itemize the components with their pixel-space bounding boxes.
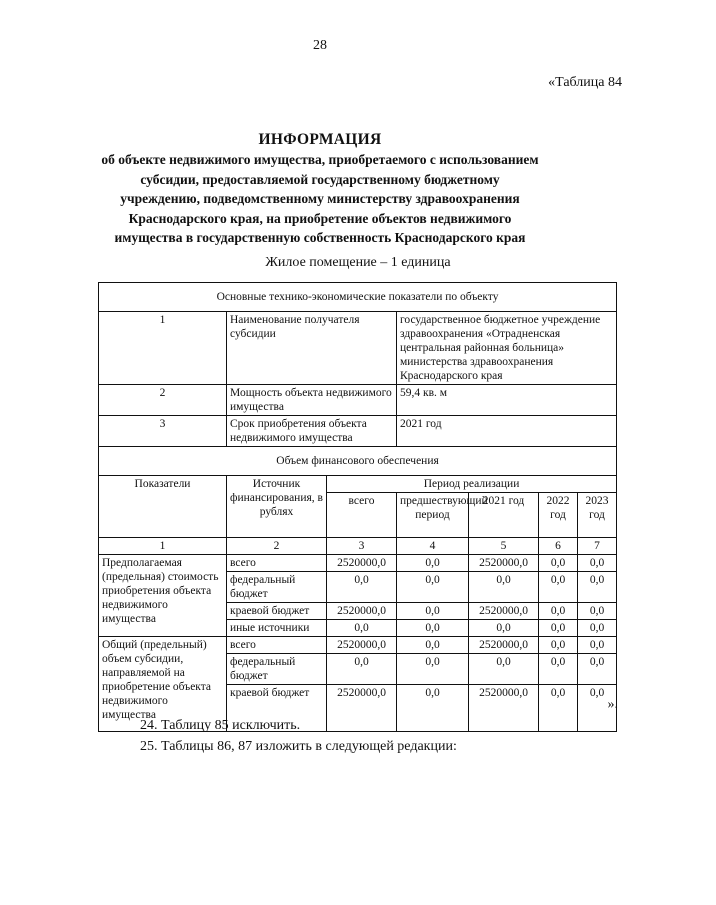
row-number: 1 [99,312,227,385]
header-row [99,476,617,493]
row-label: Наименование получателя субсидии [227,312,397,385]
table-row [99,312,617,385]
y2022-cell: 0,0 [539,555,578,572]
prev-cell: 0,0 [397,572,469,603]
row-value: 59,4 кв. м [397,385,617,416]
row-value: 2021 год [397,416,617,447]
table-row [99,637,617,654]
group2-label: Общий (предельный) объем субсидии, направляемой на приобретение объекта недвижимого имущества [99,637,227,732]
row-number: 2 [99,385,227,416]
y2022-cell: 0,0 [539,654,578,685]
closing-quote: ». [607,697,618,712]
total-cell: 2520000,0 [327,555,397,572]
y2023-cell: 0,0 [578,620,617,637]
y2022-cell: 0,0 [539,637,578,654]
table-row [99,416,617,447]
total-cell: 2520000,0 [327,685,397,732]
total-cell: 0,0 [327,620,397,637]
prev-cell: 0,0 [397,620,469,637]
y2023-cell: 0,0 [578,572,617,603]
document-subtitle: об объекте недвижимого имущества, приобретаемого с использованием субсидии, предоставляемой государственному бюджетному учреждению, подведомственному министерству здравоохранения Краснодарского края, на приобретение объектов недвижимого имущества в государственную собственность Краснодарского края [101,152,539,245]
y2021-cell: 2520000,0 [469,603,539,620]
y2023-cell: 0,0 [578,654,617,685]
table-reference: «Таблица 84 [548,75,622,90]
y2023-cell: 0,0 [578,637,617,654]
prev-cell: 0,0 [397,555,469,572]
source-cell: федеральный бюджет [227,654,327,685]
column-number-row [99,538,617,555]
y2021-cell: 2520000,0 [469,555,539,572]
prev-cell: 0,0 [397,637,469,654]
total-cell: 0,0 [327,572,397,603]
document-title: ИНФОРМАЦИЯ [258,131,382,148]
section-header-row [99,283,617,312]
unit-line: Жилое помещение – 1 единица [265,255,451,270]
table-row [99,385,617,416]
page-number: 28 [313,38,327,53]
total-cell: 0,0 [327,654,397,685]
header-period: Период реализации [327,476,617,493]
section-header-row [99,447,617,476]
header-total: всего [327,493,397,538]
item-24: 24. Таблицу 85 исключить. [140,718,301,733]
y2023-cell: 0,0 [578,685,617,732]
y2023-cell: 0,0 [578,555,617,572]
y2021-cell: 0,0 [469,620,539,637]
header-2023: 2023 год [578,493,617,538]
y2021-cell: 2520000,0 [469,685,539,732]
section2-title: Объем финансового обеспечения [99,447,617,476]
source-cell: федеральный бюджет [227,572,327,603]
header-indicators: Показатели [99,476,227,538]
y2022-cell: 0,0 [539,603,578,620]
y2021-cell: 0,0 [469,654,539,685]
row-label: Мощность объекта недвижимого имущества [227,385,397,416]
header-2022: 2022 год [539,493,578,538]
col-number: 4 [397,538,469,555]
table-row [99,555,617,572]
y2022-cell: 0,0 [539,620,578,637]
prev-cell: 0,0 [397,603,469,620]
row-label: Срок приобретения объекта недвижимого имущества [227,416,397,447]
header-previous: предшествующий период [397,493,469,538]
source-cell: краевой бюджет [227,603,327,620]
group1-label: Предполагаемая (предельная) стоимость приобретения объекта недвижимого имущества [99,555,227,637]
row-value: государственное бюджетное учреждение здравоохранения «Отрадненская центральная районная больница» министерства здравоохранения Краснодарского края [397,312,617,385]
prev-cell: 0,0 [397,685,469,732]
col-number: 5 [469,538,539,555]
header-2021: 2021 год [469,493,539,538]
header-source: Источник финансирования, в рублях [227,476,327,538]
y2022-cell: 0,0 [539,685,578,732]
y2023-cell: 0,0 [578,603,617,620]
prev-cell: 0,0 [397,654,469,685]
y2022-cell: 0,0 [539,572,578,603]
y2021-cell: 0,0 [469,572,539,603]
info-table [98,282,617,732]
total-cell: 2520000,0 [327,637,397,654]
source-cell: всего [227,637,327,654]
col-number: 3 [327,538,397,555]
source-cell: иные источники [227,620,327,637]
source-cell: всего [227,555,327,572]
col-number: 1 [99,538,227,555]
section1-title: Основные технико-экономические показатели по объекту [99,283,617,312]
item-25: 25. Таблицы 86, 87 изложить в следующей редакции: [140,739,457,754]
y2021-cell: 2520000,0 [469,637,539,654]
total-cell: 2520000,0 [327,603,397,620]
row-number: 3 [99,416,227,447]
col-number: 7 [578,538,617,555]
col-number: 6 [539,538,578,555]
col-number: 2 [227,538,327,555]
source-cell: краевой бюджет [227,685,327,732]
